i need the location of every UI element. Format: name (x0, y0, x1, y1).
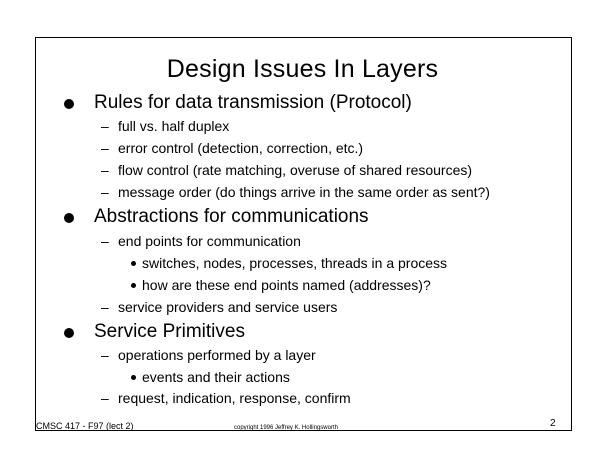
list-item: full vs. half duplex (118, 118, 230, 134)
list-item: message order (do things arrive in the same order as sent?) (118, 184, 490, 200)
list-subitem: how are these end points named (addresses)? (142, 277, 431, 293)
bullet-icon (131, 375, 136, 380)
list-item: request, indication, response, confirm (118, 390, 351, 406)
list-item: error control (detection, correction, etc.) (118, 140, 364, 156)
list-subitem: switches, nodes, processes, threads in a process (142, 255, 448, 271)
dash-icon: – (101, 184, 109, 200)
section-heading: Rules for data transmission (Protocol) (94, 92, 412, 113)
section-heading: Service Primitives (94, 321, 245, 342)
list-item: service providers and service users (118, 299, 338, 315)
slide-title: Design Issues In Layers (166, 55, 439, 83)
dash-icon: – (101, 390, 109, 406)
list-subitem: events and their actions (142, 369, 290, 385)
dash-icon: – (101, 233, 109, 249)
bullet-icon (64, 213, 74, 223)
dash-icon: – (101, 347, 109, 363)
page-number: 2 (550, 418, 556, 429)
dash-icon: – (101, 162, 109, 178)
list-item: end points for communication (118, 233, 301, 249)
dash-icon: – (101, 118, 109, 134)
bullet-icon (64, 99, 74, 109)
list-item: operations performed by a layer (118, 347, 316, 363)
bullet-icon (64, 328, 74, 338)
bullet-icon (131, 283, 136, 288)
footer-copyright: copyright 1996 Jeffrey K. Hollingsworth (234, 425, 338, 431)
bullet-icon (131, 261, 136, 266)
list-item: flow control (rate matching, overuse of shared resources) (118, 162, 473, 178)
footer-course: CMSC 417 - F97 (lect 2) (36, 421, 134, 431)
dash-icon: – (101, 299, 109, 315)
dash-icon: – (101, 140, 109, 156)
section-heading: Abstractions for communications (94, 206, 369, 227)
